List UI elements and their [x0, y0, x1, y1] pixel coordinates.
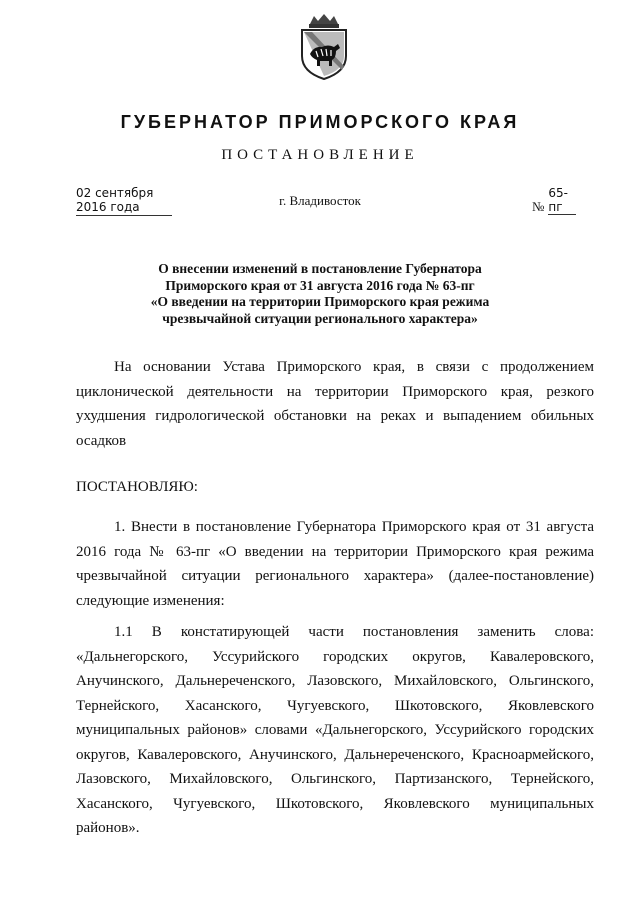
text-line: циклонической деятельности на территории Приморского края, резкого — [76, 383, 594, 400]
text-line: 1. Внести в постановление Губернатора Приморского края от 31 августа — [114, 519, 594, 535]
number-sign: № — [532, 199, 545, 214]
document-type: ПОСТАНОВЛЕНИЕ — [221, 147, 419, 163]
heading-line: чрезвычайной ситуации регионального характера» — [162, 310, 478, 326]
text-line: Тернейского, Хасанского, Чугуевского, Шкотовского, Яковлевского — [76, 697, 594, 714]
document-number — [532, 186, 576, 215]
text-line: муниципальных районов» словами «Дальнегорского, Уссурийского городских — [76, 722, 594, 738]
text-line: Лазовского, Михайловского, Ольгинского, Партизанского, Тернейского, — [76, 771, 594, 787]
coat-of-arms-emblem — [296, 14, 352, 80]
text-line: округов, Кавалеровского, Анучинского, Дальнереченского, Красноармейского, — [76, 746, 594, 763]
item-1-1-paragraph — [76, 620, 594, 841]
heading-line: О внесении изменений в постановление Губернатора — [158, 261, 482, 276]
document-city: г. Владивосток — [279, 193, 361, 208]
text-line: «Дальнегорского, Уссурийского городских округов, Кавалеровского, — [76, 648, 594, 665]
text-line: Хасанского, Чугуевского, Шкотовского, Яковлевского муниципальных — [76, 795, 594, 812]
document-date: 02 сентября 2016 года — [76, 186, 172, 216]
text-line: чрезвычайной ситуации регионального характера» (далее-постановление) — [76, 568, 594, 584]
heading-line: «О введении на территории Приморского края режима — [150, 294, 490, 309]
text-line: районов». — [76, 820, 140, 836]
text-line: 1.1 В констатирующей части постановления заменить слова: — [114, 624, 594, 640]
document-heading — [120, 261, 520, 327]
text-line: осадков — [76, 432, 127, 449]
text-line: 2016 года № 63-пг «О введении на территории Приморского края режима — [76, 543, 594, 560]
resolve-word: ПОСТАНОВЛЯЮ: — [76, 479, 198, 495]
preamble-paragraph — [76, 355, 594, 453]
text-line: Анучинского, Дальнереченского, Лазовского, Михайловского, Ольгинского, — [76, 673, 594, 689]
heading-line: Приморского края от 31 августа 2016 года № 63-пг — [165, 277, 475, 293]
text-line: следующие изменения: — [76, 592, 225, 609]
number-value: 65-пг — [548, 186, 576, 215]
page-title: ГУБЕРНАТОР ПРИМОРСКОГО КРАЯ — [120, 112, 520, 132]
text-line: На основании Устава Приморского края, в связи с продолжением — [114, 359, 594, 375]
item-1-paragraph — [76, 515, 594, 613]
text-line: ухудшения гидрологической обстановки на реках и выпадением обильных — [76, 408, 594, 424]
